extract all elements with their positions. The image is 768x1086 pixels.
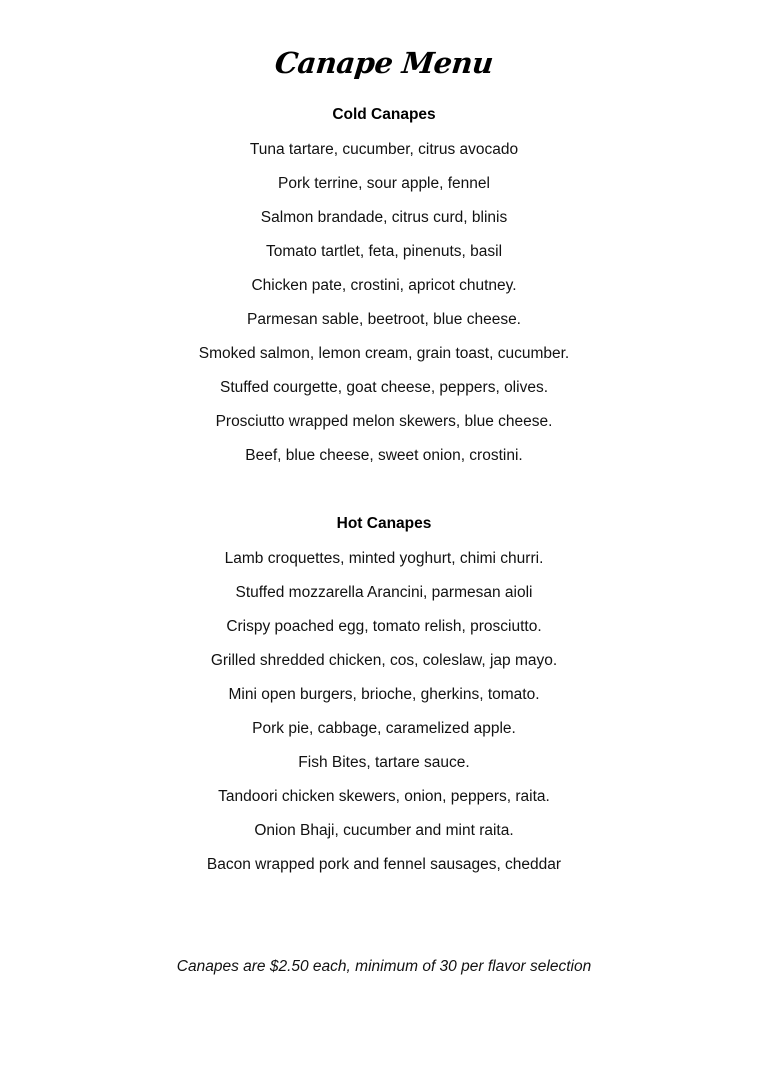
- pricing-note: Canapes are $2.50 each, minimum of 30 per flavor selection: [176, 958, 592, 975]
- hot-canape-item: Bacon wrapped pork and fennel sausages, cheddar: [206, 856, 562, 873]
- cold-canape-item: Tomato tartlet, feta, pinenuts, basil: [265, 243, 503, 260]
- hot-canape-item: Fish Bites, tartare sauce.: [298, 754, 470, 771]
- cold-canape-item: Stuffed courgette, goat cheese, peppers, olives.: [219, 379, 548, 396]
- cold-canape-item: Chicken pate, crostini, apricot chutney.: [251, 277, 517, 294]
- menu-title: Canape Menu: [273, 46, 495, 80]
- cold-canapes-heading: Cold Canapes: [332, 106, 436, 123]
- hot-canape-item: Mini open burgers, brioche, gherkins, tomato.: [228, 686, 540, 703]
- cold-canape-item: Tuna tartare, cucumber, citrus avocado: [249, 141, 519, 158]
- cold-canape-item: Prosciutto wrapped melon skewers, blue cheese.: [215, 413, 553, 430]
- cold-canape-item: Beef, blue cheese, sweet onion, crostini.: [245, 447, 523, 464]
- cold-canapes-list: [0, 140, 768, 480]
- cold-canape-item: Salmon brandade, citrus curd, blinis: [260, 209, 508, 226]
- cold-canape-item: Parmesan sable, beetroot, blue cheese.: [246, 311, 521, 328]
- hot-canapes-heading: Hot Canapes: [336, 515, 432, 532]
- cold-canape-item: Smoked salmon, lemon cream, grain toast, cucumber.: [198, 345, 570, 362]
- hot-canapes-list: [0, 549, 768, 889]
- hot-canape-item: Pork pie, cabbage, caramelized apple.: [252, 720, 516, 737]
- hot-canape-item: Onion Bhaji, cucumber and mint raita.: [254, 822, 514, 839]
- hot-canape-item: Grilled shredded chicken, cos, coleslaw, jap mayo.: [210, 652, 558, 669]
- cold-canape-item: Pork terrine, sour apple, fennel: [278, 175, 490, 192]
- hot-canape-item: Crispy poached egg, tomato relish, prosciutto.: [226, 618, 542, 635]
- hot-canape-item: Tandoori chicken skewers, onion, peppers, raita.: [218, 788, 550, 805]
- hot-canape-item: Lamb croquettes, minted yoghurt, chimi churri.: [224, 550, 544, 567]
- hot-canape-item: Stuffed mozzarella Arancini, parmesan aioli: [235, 584, 533, 601]
